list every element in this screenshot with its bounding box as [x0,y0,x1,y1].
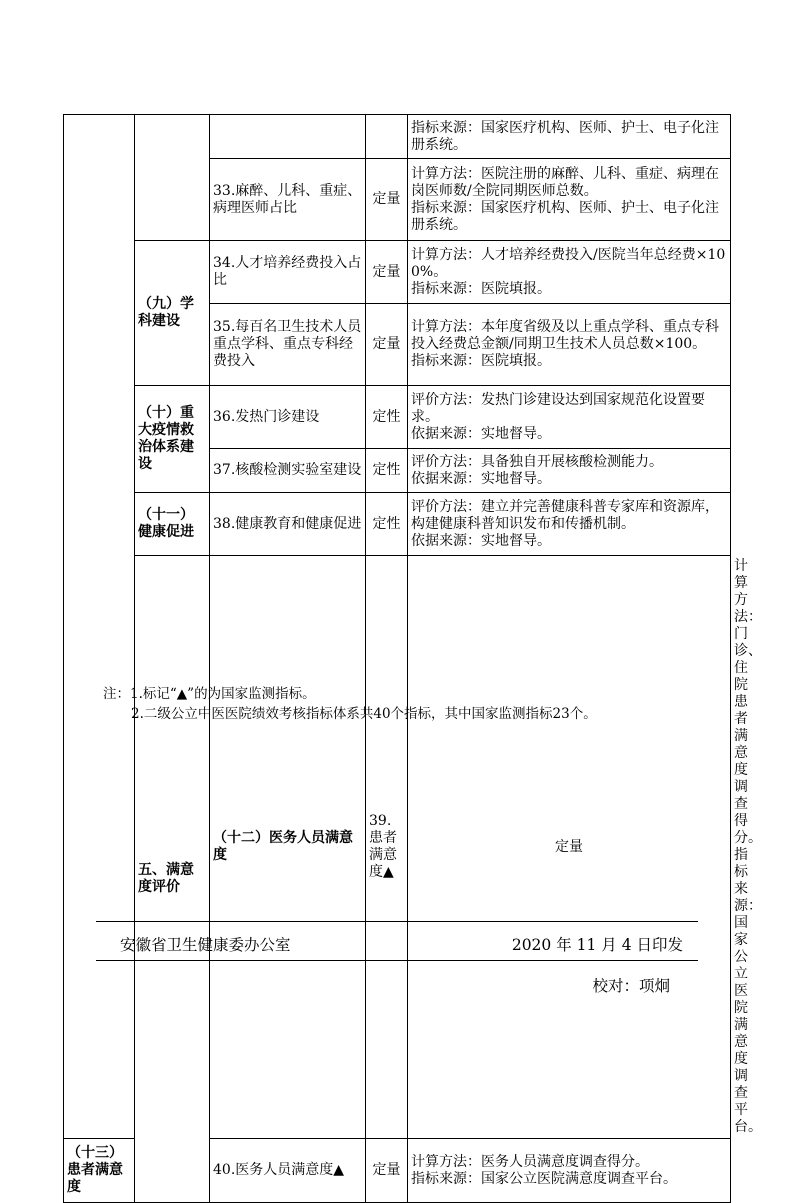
proofreader: 校对：项炯 [592,977,670,995]
indicator-name: 38.健康教育和健康促进 [210,493,366,556]
indicator-name: 40.医务人员满意度▲ [210,1139,366,1203]
description-line: 评价方法：建立并完善健康科普专家库和资源库，构建健康科普知识发布和传播机制。 [411,498,719,532]
indicator-description [408,159,731,241]
level1-category: 五、满意度评价 [135,556,210,1203]
indicator-type: 定性 [366,449,408,493]
indicator-description [408,449,731,493]
level2-category: （十）重大疫情救治体系建设 [135,386,210,493]
indicator-name: 36.发热门诊建设 [210,386,366,449]
description-line: 指标来源：医院填报。 [411,280,551,297]
description-line: 依据来源：实地督导。 [411,425,551,442]
description-line: 计算方法：医院注册的麻醉、儿科、重症、病理在岗医师数/全院同期医师总数。 [411,165,719,199]
indicator-description [408,304,731,386]
indicator-description [408,115,731,159]
indicator-description [408,1139,731,1203]
indicator-name: 33.麻醉、儿科、重症、病理医师占比 [210,159,366,241]
footer-top-rule [96,921,698,922]
indicator-description [408,386,731,449]
level2-cell-empty [135,115,210,241]
issuing-office: 安徽省卫生健康委办公室 [120,936,291,954]
footer-bottom-rule [96,960,698,961]
indicator-description [408,241,731,304]
table-row [64,386,731,449]
description-line: 依据来源：实地督导。 [411,532,551,549]
indicator-table [63,114,762,1203]
description-line: 指标来源：国家公立医院满意度调查平台。 [411,1170,677,1187]
table-row [64,241,731,304]
indicator-name: 35.每百名卫生技术人员重点学科、重点专科经费投入 [210,304,366,386]
description-line: 计算方法：本年度省级及以上重点学科、重点专科投入经费总金额/同期卫生技术人员总数×100。 [411,319,719,352]
indicator-type [366,115,408,159]
description-line: 计算方法：人才培养经费投入/医院当年总经费×100%。 [411,246,726,280]
description-line: 计算方法：医务人员满意度调查得分。 [411,1153,649,1170]
indicator-name [210,115,366,159]
table-row [64,493,731,556]
description-line: 指标来源：国家医疗机构、医师、护士、电子化注册系统。 [411,199,719,233]
issue-date: 2020 年 11 月 4 日印发 [511,936,683,954]
level1-cell-empty [64,115,135,1139]
level2-category: （十一）健康促进 [135,493,210,556]
description-line: 指标来源：医院填报。 [411,353,551,369]
table-row [64,115,731,159]
indicator-type: 定性 [366,493,408,556]
indicator-description [408,493,731,556]
indicator-name: 34.人才培养经费投入占比 [210,241,366,304]
description-line: 依据来源：实地督导。 [411,470,551,487]
description-line: 评价方法：发热门诊建设达到国家规范化设置要求。 [411,391,705,425]
note-1: 注：1.标记“▲”的为国家监测指标。 [103,686,316,702]
description-line: 评价方法：具备独自开展核酸检测能力。 [411,453,663,470]
table-notes [103,684,597,724]
table-row: 五、满意度评价 （十二）医务人员满意度 39.患者满意度▲ 定量 计算方法：门诊、住院患者满意度调查得分。 指标来源：国家公立医院满意度调查平台。 [64,556,731,1139]
note-2: 2.二级公立中医医院绩效考核指标体系共40个指标，其中国家监测指标23个。 [131,706,597,722]
indicator-type: 定量 [366,1139,408,1203]
indicator-type: 定量 [408,556,731,1139]
level2-category: （十三）患者满意度 [64,1139,135,1203]
level2-category: （九）学科建设 [135,241,210,386]
level2-category: （十二）医务人员满意度 [210,556,366,1139]
indicator-name: 39.患者满意度▲ [366,556,408,1139]
indicator-name: 37.核酸检测实验室建设 [210,449,366,493]
indicator-type: 定量 [366,159,408,241]
indicator-type: 定量 [366,241,408,304]
description-line: 指标来源：国家医疗机构、医师、护士、电子化注册系统。 [411,119,719,153]
indicator-type: 定量 [366,304,408,386]
indicator-type: 定性 [366,386,408,449]
